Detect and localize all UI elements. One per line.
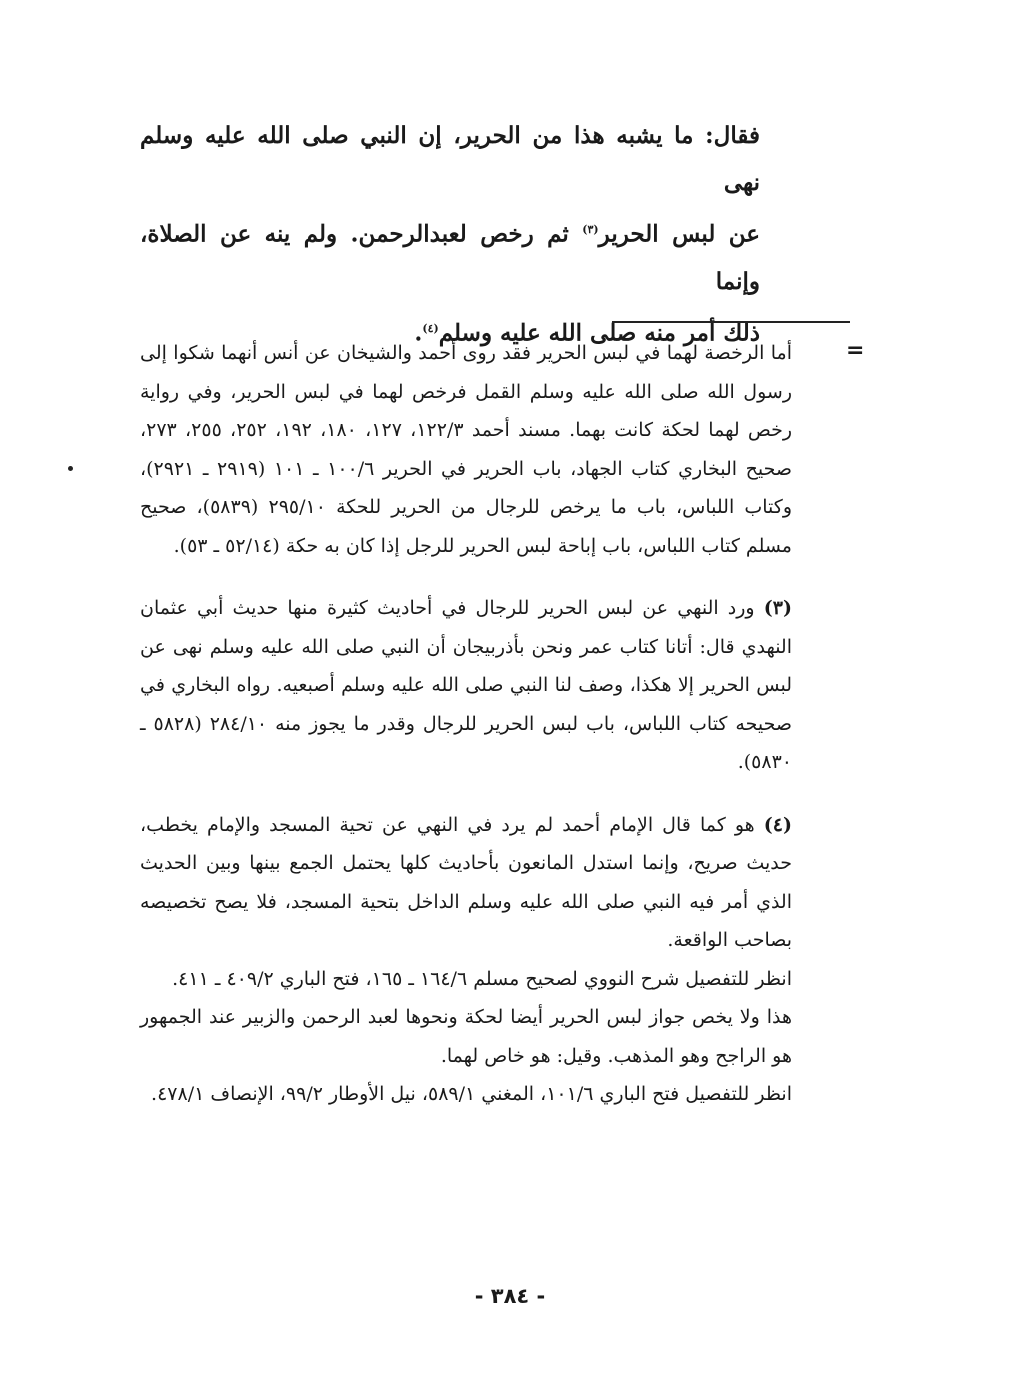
footnote-separator xyxy=(612,321,850,323)
footnote-4-paragraph-2: هذا ولا يخص جواز لبس الحرير أيضا لحكة ونحوها لعبد الرحمن والزبير عند الجمهور هو الراجح وهو المذهب. وقيل: هو خاص لهما. xyxy=(140,1006,792,1067)
main-text-line-1-text: فقال: ما يشبه هذا من الحرير، إن النبي صلى الله عليه وسلم نهى xyxy=(140,122,760,196)
main-text-line-3-end: . xyxy=(414,319,423,347)
footnote-2-continuation: أما الرخصة لهما في لبس الحرير فقد روى أحمد والشيخان عن أنس أنهما شكوا إلى رسول الله صلى الله عليه وسلم القمل فرخص لهما في لبس الحرير، وفي رواية رخص لهما لحكة كانت بهما. مسند أحمد ١٢٢/٣، ١٢٧، ١٨٠، ١٩٢، ٢٥٢، ٢٥٥، ٢٧٣، صحيح البخاري كتاب الجهاد، باب الحرير في الحرير ١٠٠/٦ ـ ١٠١ (٢٩١٩ ـ ٢٩٢١)، وكتاب اللباس، باب ما يرخص للرجال من الحرير للحكة ٢٩٥/١٠ (٥٨٣٩)، صحيح مسلم كتاب اللباس، باب إباحة لبس الحرير للرجل إذا كان به حكة (٥٢/١٤ ـ ٥٣). xyxy=(140,342,793,557)
footnote-3-number: (٣) xyxy=(763,597,793,619)
continuation-mark: = xyxy=(846,338,865,363)
main-text-line-3-start: ذلك أمر منه صلى الله عليه وسلم xyxy=(438,319,760,347)
footnote-3-text: ورد النهي عن لبس الحرير للرجال في أحاديث كثيرة منها حديث أبي عثمان النهدي قال: أتانا كتاب عمر ونحن بأذربيجان أن النبي صلى الله عليه وسلم نهى عن لبس الحرير إلا هكذا، وصف لنا النبي صلى الله عليه وسلم أصبعيه. رواه البخاري في صحيحه كتاب اللباس، باب لبس الحرير للرجال وقدر ما يجوز منه ٢٨٤/١٠ (٥٨٢٨ ـ ٥٨٣٠). xyxy=(140,597,792,773)
page-number: - ٣٨٤ - xyxy=(474,1284,546,1308)
footnote-3 xyxy=(140,589,792,782)
footnote-ref-3: (٣) xyxy=(582,223,599,236)
main-text-line-2 xyxy=(140,206,760,305)
footnote-4-text: هو كما قال الإمام أحمد لم يرد في النهي عن تحية المسجد والإمام يخطب، حديث صريح، وإنما استدل المانعون بأحاديث كلها يحتمل الجمع بينها وبين الحديث الذي أمر فيه النبي صلى الله عليه وسلم الداخل بتحية المسجد، فلا يصح تخصيصه بصاحب الواقعة. xyxy=(140,813,792,951)
scan-speck xyxy=(68,466,73,471)
footnote-4-reference-1: انظر للتفصيل شرح النووي لصحيح مسلم ١٦٤/٦ ـ ١٦٥، فتح الباري ٤٠٩/٢ ـ ٤١١. xyxy=(172,967,792,990)
footnotes-block xyxy=(140,334,792,1114)
footnote-4-reference-2: انظر للتفصيل فتح الباري ١٠١/٦، المغني ٥٨٩/١، نيل الأوطار ٩٩/٢، الإنصاف ٤٧٨/١. xyxy=(151,1083,792,1105)
footnote-ref-4: (٤) xyxy=(422,321,439,335)
main-text-block xyxy=(140,112,760,356)
footnote-4 xyxy=(140,806,792,960)
main-text-line-1 xyxy=(140,112,760,206)
main-text-line-2-start: عن لبس الحرير xyxy=(598,220,760,248)
footnote-4-number: (٤) xyxy=(763,813,792,836)
main-text-line-2-end: ثم رخص لعبدالرحمن. ولم ينه عن الصلاة، وإنما xyxy=(140,220,760,295)
